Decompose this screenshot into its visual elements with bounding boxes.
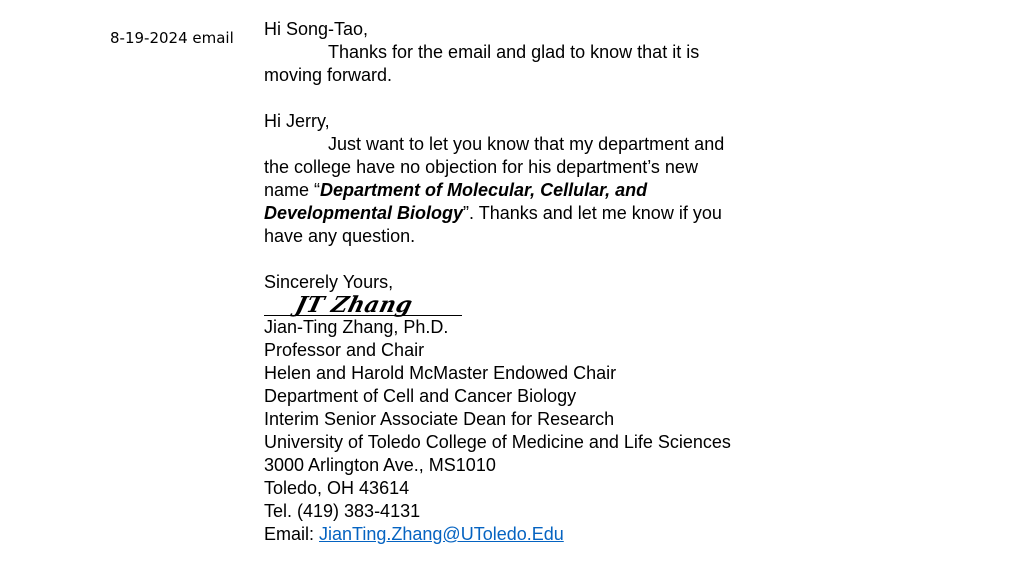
email-link[interactable]: JianTing.Zhang@UToledo.Edu: [319, 524, 564, 544]
thanks-text: ”. Thanks and let me know if you: [463, 203, 722, 223]
original-line-4: [264, 202, 984, 225]
signer-name: Jian-Ting Zhang, Ph.D.: [264, 317, 449, 337]
department-name-part-2: Developmental Biology: [264, 203, 464, 223]
signer-email-line: [264, 523, 984, 546]
signer-title-1: Professor and Chair: [264, 340, 425, 360]
department-name-part-1: Department of Molecular, Cellular, and: [320, 180, 648, 200]
closing: Sincerely Yours,: [264, 272, 394, 292]
handwritten-signature: JT Zhang: [292, 292, 416, 318]
signer-address-2: Toledo, OH 43614: [264, 478, 410, 498]
email-label: Email:: [264, 524, 320, 544]
reply-line-1: Thanks for the email and glad to know that it is: [328, 42, 700, 62]
signer-title-2: Helen and Harold McMaster Endowed Chair: [264, 363, 617, 383]
reply-line-2: moving forward.: [264, 65, 393, 85]
signer-institution: University of Toledo College of Medicine and Life Sciences: [264, 432, 731, 452]
spacer: [264, 87, 984, 110]
spacer: [264, 248, 984, 271]
signer-department: Department of Cell and Cancer Biology: [264, 386, 577, 406]
original-greeting: Hi Jerry,: [264, 111, 330, 131]
reply-greeting: Hi Song-Tao,: [264, 19, 369, 39]
original-line-1: Just want to let you know that my department and: [328, 134, 725, 154]
name-prefix: name “: [264, 180, 321, 200]
date-label: 8-19-2024 email: [110, 29, 234, 47]
email-body: [264, 18, 984, 546]
signature-line: [264, 286, 462, 316]
original-line-3: [264, 179, 984, 202]
signer-title-3: Interim Senior Associate Dean for Research: [264, 409, 615, 429]
original-line-5: have any question.: [264, 226, 416, 246]
signer-tel: Tel. (419) 383-4131: [264, 501, 421, 521]
signer-address-1: 3000 Arlington Ave., MS1010: [264, 455, 496, 475]
original-line-2: the college have no objection for his department’s new: [264, 157, 698, 177]
